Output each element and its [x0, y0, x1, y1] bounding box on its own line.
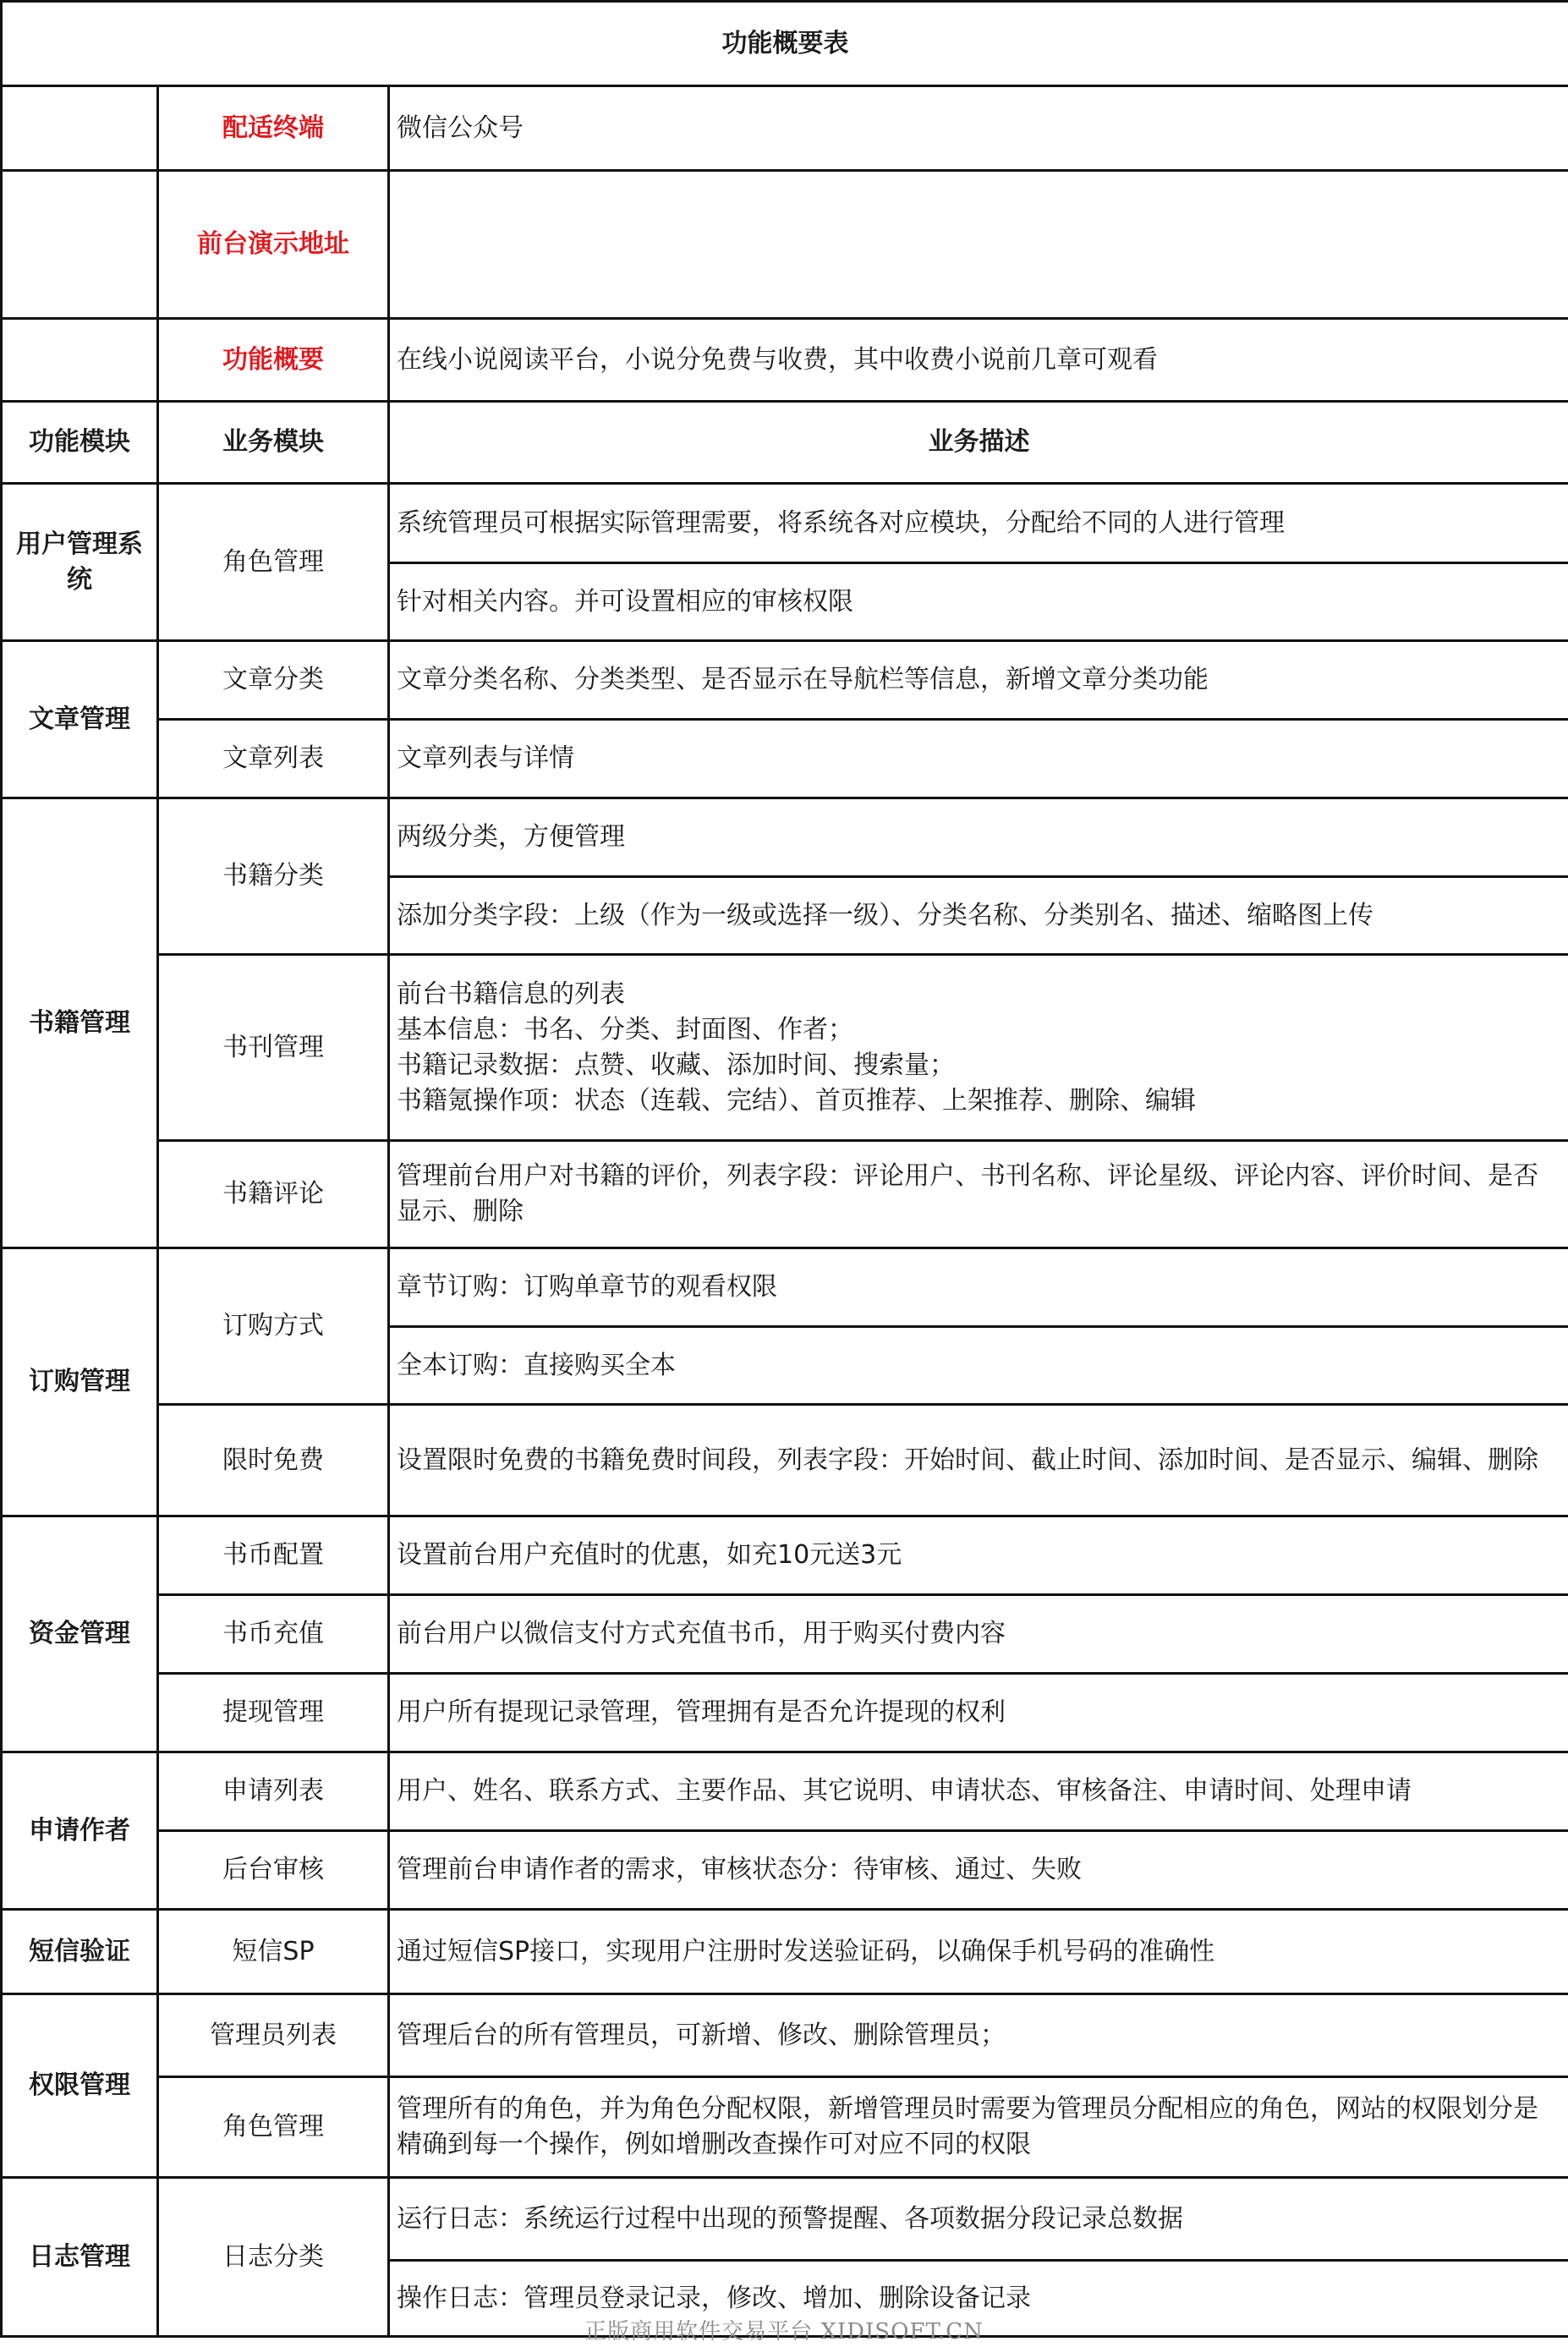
module-article-management: 文章管理	[2, 641, 158, 798]
description-cell: 系统管理员可根据实际管理需要，将系统各对应模块，分配给不同的人进行管理	[389, 484, 1568, 563]
business-withdraw-management: 提现管理	[158, 1674, 389, 1752]
module-sms-verification: 短信验证	[2, 1910, 158, 1994]
description-cell: 管理前台用户对书籍的评价，列表字段：评论用户、书刊名称、评论星级、评论内容、评价时间、是否显示、删除	[389, 1141, 1568, 1248]
terminal-value: 微信公众号	[389, 86, 1568, 171]
business-periodical-management: 书刊管理	[158, 955, 389, 1141]
description-cell: 前台用户以微信支付方式充值书币，用于购买付费内容	[389, 1595, 1568, 1674]
description-cell: 用户、姓名、联系方式、主要作品、其它说明、申请状态、审核备注、申请时间、处理申请	[389, 1752, 1568, 1831]
blank-cell	[2, 171, 158, 319]
business-article-list: 文章列表	[158, 720, 389, 798]
module-log-management: 日志管理	[2, 2178, 158, 2337]
summary-value: 在线小说阅读平台，小说分免费与收费，其中收费小说前几章可观看	[389, 319, 1568, 402]
module-book-management: 书籍管理	[2, 798, 158, 1248]
description-cell: 全本订购：直接购买全本	[389, 1327, 1568, 1405]
description-line: 书籍记录数据：点赞、收藏、添加时间、搜索量；	[397, 1050, 955, 1080]
table-title: 功能概要表	[2, 2, 1568, 86]
description-cell: 操作日志：管理员登录记录，修改、增加、删除设备记录	[389, 2261, 1568, 2337]
business-log-category: 日志分类	[158, 2178, 389, 2337]
description-cell: 用户所有提现记录管理，管理拥有是否允许提现的权利	[389, 1674, 1568, 1752]
description-cell: 章节订购：订购单章节的观看权限	[389, 1248, 1568, 1327]
business-article-category: 文章分类	[158, 641, 389, 720]
description-cell: 通过短信SP接口，实现用户注册时发送验证码，以确保手机号码的准确性	[389, 1910, 1568, 1994]
header-module: 功能模块	[2, 402, 158, 484]
module-order-management: 订购管理	[2, 1248, 158, 1516]
business-role-management: 角色管理	[158, 484, 389, 641]
header-business: 业务模块	[158, 402, 389, 484]
description-line: 前台书籍信息的列表	[397, 979, 625, 1009]
description-cell: 文章分类名称、分类类型、是否显示在导航栏等信息，新增文章分类功能	[389, 641, 1568, 720]
business-sms-sp: 短信SP	[158, 1910, 389, 1994]
description-cell: 管理后台的所有管理员，可新增、修改、删除管理员；	[389, 1994, 1568, 2077]
module-fund-management: 资金管理	[2, 1516, 158, 1752]
business-application-list: 申请列表	[158, 1752, 389, 1831]
business-backend-review: 后台审核	[158, 1831, 389, 1910]
business-order-method: 订购方式	[158, 1248, 389, 1405]
demo-address-label: 前台演示地址	[158, 171, 389, 319]
module-user-management: 用户管理系统	[2, 484, 158, 641]
description-line: 书籍氪操作项：状态（连载、完结）、首页推荐、上架推荐、删除、编辑	[397, 1085, 1196, 1116]
business-role-management-2: 角色管理	[158, 2077, 389, 2178]
description-cell-multiline	[389, 955, 1568, 1141]
description-cell: 管理所有的角色，并为角色分配权限，新增管理员时需要为管理员分配相应的角色，网站的权限划分是精确到每一个操作，例如增删改查操作可对应不同的权限	[389, 2077, 1568, 2178]
description-cell: 针对相关内容。并可设置相应的审核权限	[389, 563, 1568, 641]
blank-cell	[2, 86, 158, 171]
module-apply-author: 申请作者	[2, 1752, 158, 1910]
watermark: 正版商用软件交易平台 XIDISOFT.CN	[584, 2319, 984, 2344]
description-cell: 设置前台用户充值时的优惠，如充10元送3元	[389, 1516, 1568, 1595]
business-coin-recharge: 书币充值	[158, 1595, 389, 1674]
business-book-comments: 书籍评论	[158, 1141, 389, 1248]
description-cell: 设置限时免费的书籍免费时间段，列表字段：开始时间、截止时间、添加时间、是否显示、编辑、删除	[389, 1405, 1568, 1516]
business-limited-free: 限时免费	[158, 1405, 389, 1516]
header-description: 业务描述	[389, 402, 1568, 484]
business-coin-config: 书币配置	[158, 1516, 389, 1595]
business-admin-list: 管理员列表	[158, 1994, 389, 2077]
blank-cell	[2, 319, 158, 402]
business-book-category: 书籍分类	[158, 798, 389, 955]
description-cell: 运行日志：系统运行过程中出现的预警提醒、各项数据分段记录总数据	[389, 2178, 1568, 2261]
terminal-label: 配适终端	[158, 86, 389, 171]
description-cell: 管理前台申请作者的需求，审核状态分：待审核、通过、失败	[389, 1831, 1568, 1910]
module-permission-management: 权限管理	[2, 1994, 158, 2178]
summary-label: 功能概要	[158, 319, 389, 402]
description-line: 基本信息：书名、分类、封面图、作者；	[397, 1014, 853, 1045]
demo-address-value	[389, 171, 1568, 319]
description-cell: 两级分类，方便管理	[389, 798, 1568, 877]
description-cell: 添加分类字段：上级（作为一级或选择一级）、分类名称、分类别名、描述、缩略图上传	[389, 877, 1568, 955]
description-cell: 文章列表与详情	[389, 720, 1568, 798]
